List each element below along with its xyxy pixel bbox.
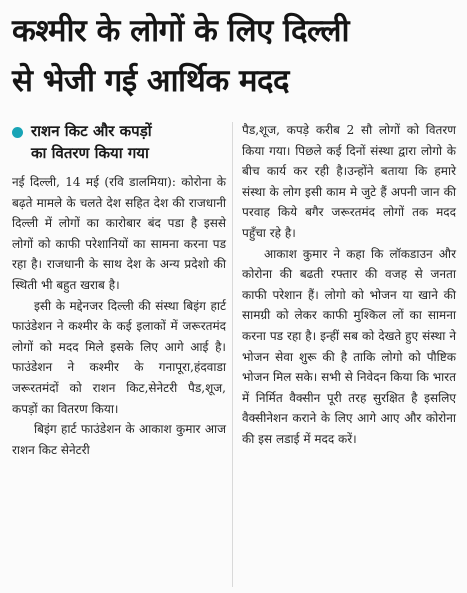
headline-line-2: से भेजी गई आर्थिक मदद <box>12 63 289 99</box>
subheading-line-1: राशन किट और कपड़ों <box>31 122 152 140</box>
headline-line-1: कश्मीर के लोगों के लिए दिल्ली <box>12 13 350 49</box>
paragraph-continuation: पैड,शूज, कपड़े करीब 2 सौ लोगों को वितरण किया गया। पिछले कई दिनों संस्था द्वारा लोगो के बीच कार्य कर रही है।उन्होंने बताया कि हमारे संस्था के लोग इसी काम मे जुटे हैं अपनी जान की परवाह किये बगैर जरूरतमंद लोगों तक मदद पहुँचा रहे है। <box>242 123 456 240</box>
bullet-dot-icon <box>12 127 23 138</box>
left-column <box>12 120 226 460</box>
subheading-line-2: का वितरण किया गया <box>31 144 149 162</box>
paragraph-dateline: नई दिल्ली, 14 मई (रवि डालमिया): कोरोना के बढ़ते मामले के चलते देश सहित देश की राजधानी दिल्ली में लोगों का कारोबार बंद पडा है इससे लोगों को काफी परेशानियों का सामना करना पड रहा है। राजधानी के साथ देश के अन्य प्रदेशो की स्थिती भी बहुत खराब है। <box>12 175 226 292</box>
subheading <box>12 120 226 164</box>
paragraph-foundation: इसी के मद्देनजर दिल्ली की संस्था बिइंग हार्ट फाउंडेशन ने कश्मीर के कई इलाकों में जरूरतमंद लोगों को मदद मिले इसके लिए आगे आई है। फाउंडेशन ने कश्मीर के गनापूरा,हंदवाडा जरूरतमंदों को राशन किट,सेनेटरी पैड,शूज, कपड़ों का वितरण किया। <box>12 298 226 416</box>
paragraph-continued: बिइंग हार्ट फाउंडेशन के आकाश कुमार आज राशन किट सेनेटरी <box>12 422 226 457</box>
right-column <box>242 120 456 450</box>
headline <box>12 6 456 106</box>
subheading-text <box>31 120 152 164</box>
column-divider <box>232 122 233 587</box>
paragraph-akash-kumar: आकाश कुमार ने कहा कि लॉकडाउन और कोरोना की बढती रफ्तार की वजह से जनता काफी परेशान हैं। लोगो को भोजन या खाने की सामग्री को लेकर काफी मुश्किल लों का सामना करना पड रहा है। इन्हीं सब को देखते हुए संस्था ने भोजन सेवा शुरू की है ताकि लोगो को पौष्टिक भोजन मिल सके। सभी से निवेदन किया कि भारत में निर्मित वैक्सीन पूरी तरह सुरक्षित है इसलिए वैक्सीनेशन कराने के लिए आगे आए और कोरोना की इस लडाई में मदद करें। <box>242 246 456 446</box>
